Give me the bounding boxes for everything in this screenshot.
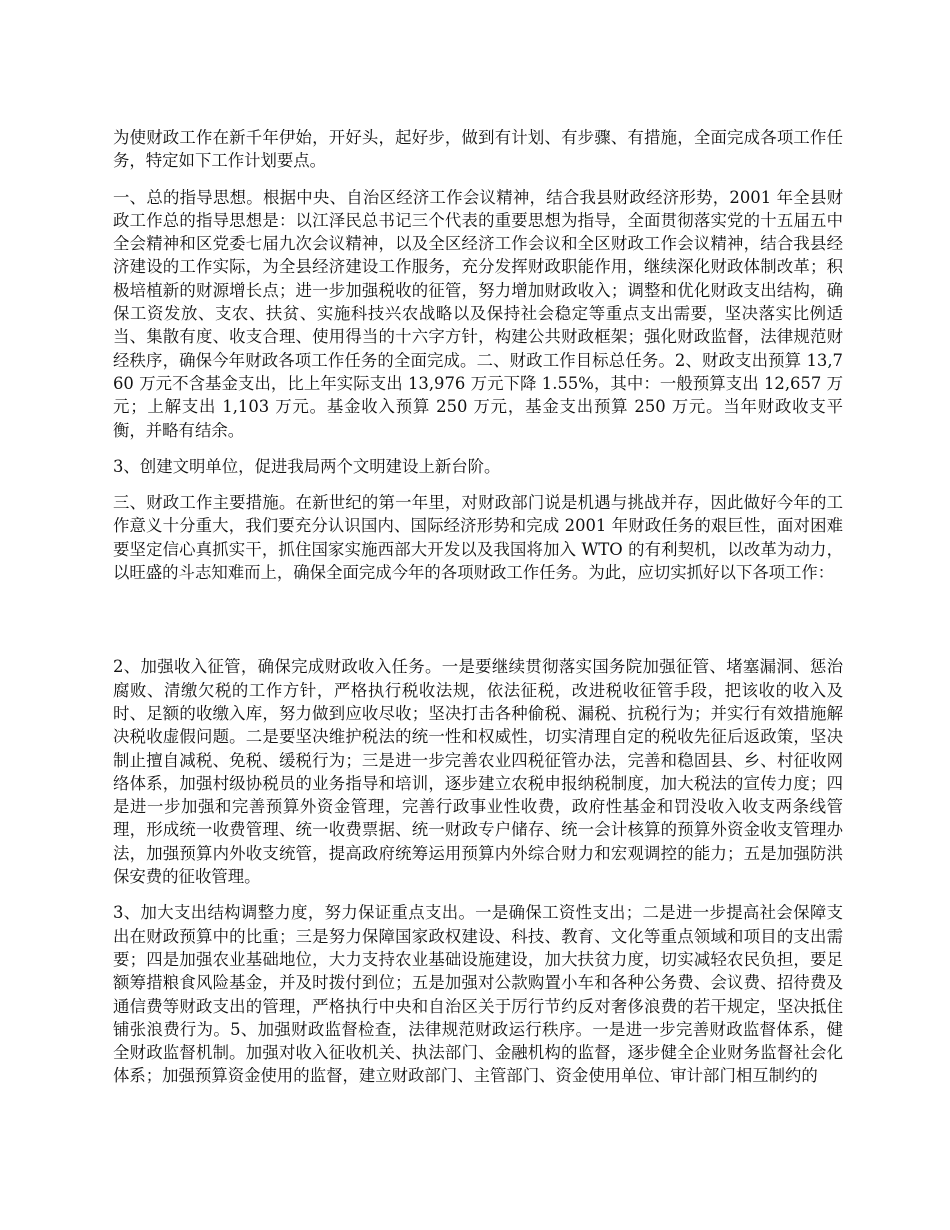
revenue-collection-paragraph: 2、加强收入征管，确保完成财政收入任务。一是要继续贯彻落实国务院加强征管、堵塞漏洞、惩治腐败、清缴欠税的工作方针，严格执行税收法规，依法征税，改进税收征管手段，把该收的收入及时、足额的收缴入库，努力做到应收尽收；坚决打击各种偷税、漏税、抗税行为；并实行有效措施解决税收虚假问题。二是要坚决维护税法的统一性和权威性，切实清理自定的税收先征后返政策，坚决制止擅自减税、免税、缓税行为；三是进一步完善农业四税征管办法，完善和稳固县、乡、村征收网络体系，加强村级协税员的业务指导和培训，逐步建立农税申报纳税制度，加大税法的宣传力度；四是进一步加强和完善预算外资金管理，完善行政事业性收费，政府性基金和罚没收入收支两条线管理，形成统一收费管理、统一收费票据、统一财政专户储存、统一会计核算的预算外资金收支管理办法，加强预算内外收支统管，提高政府统筹运用预算内外综合财力和宏观调控的能力；五是加强防洪保安费的征收管理。 — [113, 657, 843, 887]
main-measures-paragraph: 三、财政工作主要措施。在新世纪的第一年里，对财政部门说是机遇与挑战并存，因此做好今年的工作意义十分重大，我们要充分认识国内、国际经济形势和完成 2001 年财政任务的艰巨性，面对困难要坚定信心真抓实干，抓住国家实施西部大开发以及我国将加入 WTO 的有利契机，以改革为动力，以旺盛的斗志知难而上，确保全面完成今年的各项财政工作任务。为此，应切实抓好以下各项工作： — [113, 493, 843, 583]
intro-paragraph: 为使财政工作在新千年伊始，开好头，起好步，做到有计划、有步骤、有措施，全面完成各项工作任务，特定如下工作计划要点。 — [113, 128, 843, 171]
section-gap — [113, 597, 843, 655]
expenditure-structure-paragraph: 3、加大支出结构调整力度，努力保证重点支出。一是确保工资性支出；二是进一步提高社会保障支出在财政预算中的比重；三是努力保障国家政权建设、科技、教育、文化等重点领域和项目的支出需要；四是加强农业基础地位，大力支持农业基础设施建设，加大扶贫力度，切实减轻农民负担，要足额筹措粮食风险基金，并及时拨付到位；五是加强对公款购置小车和各种公务费、会议费、招待费及通信费等财政支出的管理，严格执行中央和自治区关于厉行节约反对奢侈浪费的若干规定，坚决抵住铺张浪费行为。5、加强财政监督检查，法律规范财政运行秩序。一是进一步完善财政监督体系，健全财政监督机制。加强对收入征收机关、执法部门、金融机构的监督，逐步健全企业财务监督社会化体系；加强预算资金使用的监督，建立财政部门、主管部门、资金使用单位、审计部门相互制约的 — [113, 903, 843, 1086]
guiding-ideology-paragraph: 一、总的指导思想。根据中央、自治区经济工作会议精神，结合我县财政经济形势，2001 年全县财政工作总的指导思想是：以江泽民总书记三个代表的重要思想为指导，全面贯彻落实党的十五届五中全会精神和区党委七届九次会议精神，以及全区经济工作会议和全区财政工作会议精神，结合我县经济建设的工作实际，为全县经济建设工作服务，充分发挥财政职能作用，继续深化财政体制改革；积极培植新的财源增长点；进一步加强税收的征管，努力增加财政收入；调整和优化财政支出结构，确保工资发放、支农、扶贫、实施科技兴农战略以及保持社会稳定等重点支出需要，坚决落实比例适当、集散有度、收支合理、使用得当的十六字方针，构建公共财政框架；强化财政监督，法律规范财经秩序，确保今年财政各项工作任务的全面完成。二、财政工作目标总任务。2、财政支出预算 13,760 万元不含基金支出，比上年实际支出 13,976 万元下降 1.55%，其中：一般预算支出 12,657 万元；上解支出 1,103 万元。基金收入预算 250 万元，基金支出预算 250 万元。当年财政收支平衡，并略有结余。 — [113, 187, 843, 440]
document-body — [113, 126, 843, 1101]
civilized-unit-paragraph: 3、创建文明单位，促进我局两个文明建设上新台阶。 — [113, 456, 501, 476]
